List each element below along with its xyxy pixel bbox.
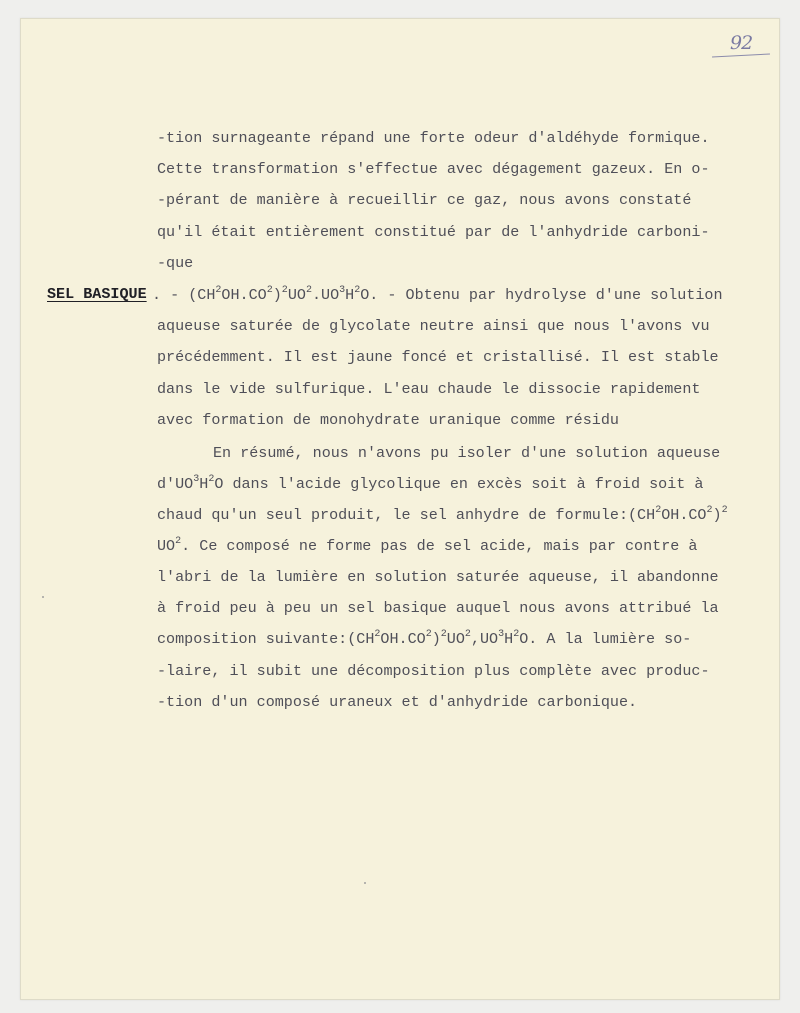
text-line: -laire, il subit une décomposition plus complète avec produc- xyxy=(157,662,710,680)
text-line: -tion d'un composé uraneux et d'anhydride carbonique. xyxy=(157,693,638,711)
text-line: aqueuse saturée de glycolate neutre ainsi que nous l'avons vu xyxy=(157,317,710,335)
text-line: -pérant de manière à recueillir ce gaz, nous avons constaté xyxy=(157,191,692,209)
text-line: à froid peu à peu un sel basique auquel nous avons attribué la xyxy=(157,599,719,617)
paper-speck xyxy=(364,882,366,884)
formula-line: $UO^2$. Ce composé ne forme pas de sel acide, mais par contre à xyxy=(157,535,698,555)
text-line: Cette transformation s'effectue avec dégagement gazeux. En o- xyxy=(157,160,710,178)
text-line: dans le vide sulfurique. L'eau chaude le dissocie rapidement xyxy=(157,380,701,398)
text-line: avec formation de monohydrate uranique comme résidu xyxy=(157,411,619,429)
text-line: l'abri de la lumière en solution saturée aqueuse, il abandonne xyxy=(157,568,719,586)
text-line: -tion surnageante répand une forte odeur d'aldéhyde formique. xyxy=(157,129,710,147)
text-line: qu'il était entièrement constitué par de l'anhydride carboni- xyxy=(157,223,710,241)
section-heading: SEL BASIQUE xyxy=(47,285,147,303)
formula-line: $d'UO^3H^2O$ dans l'acide glycolique en excès soit à froid soit à xyxy=(157,473,704,493)
text-line: -que xyxy=(157,254,194,272)
formula-line: chaud qu'un seul produit, le sel anhydre de $formule:(CH^2OH.CO^2)^2$ xyxy=(157,504,728,524)
formula-line: composition $suivante:(CH^2OH.CO^2)^2UO^2,UO^3H^2O$. A la lumière so- xyxy=(157,628,692,648)
formula-line: . - $(CH^2OH.CO^2)^2UO^2.UO^3H^2O$. - Obtenu par hydrolyse d'une solution xyxy=(152,284,723,304)
text-line: En résumé, nous n'avons pu isoler d'une solution aqueuse xyxy=(213,444,721,462)
paper-speck xyxy=(42,596,44,598)
text-line: précédemment. Il est jaune foncé et cristallisé. Il est stable xyxy=(157,348,719,366)
page-number: 92 xyxy=(730,32,753,54)
